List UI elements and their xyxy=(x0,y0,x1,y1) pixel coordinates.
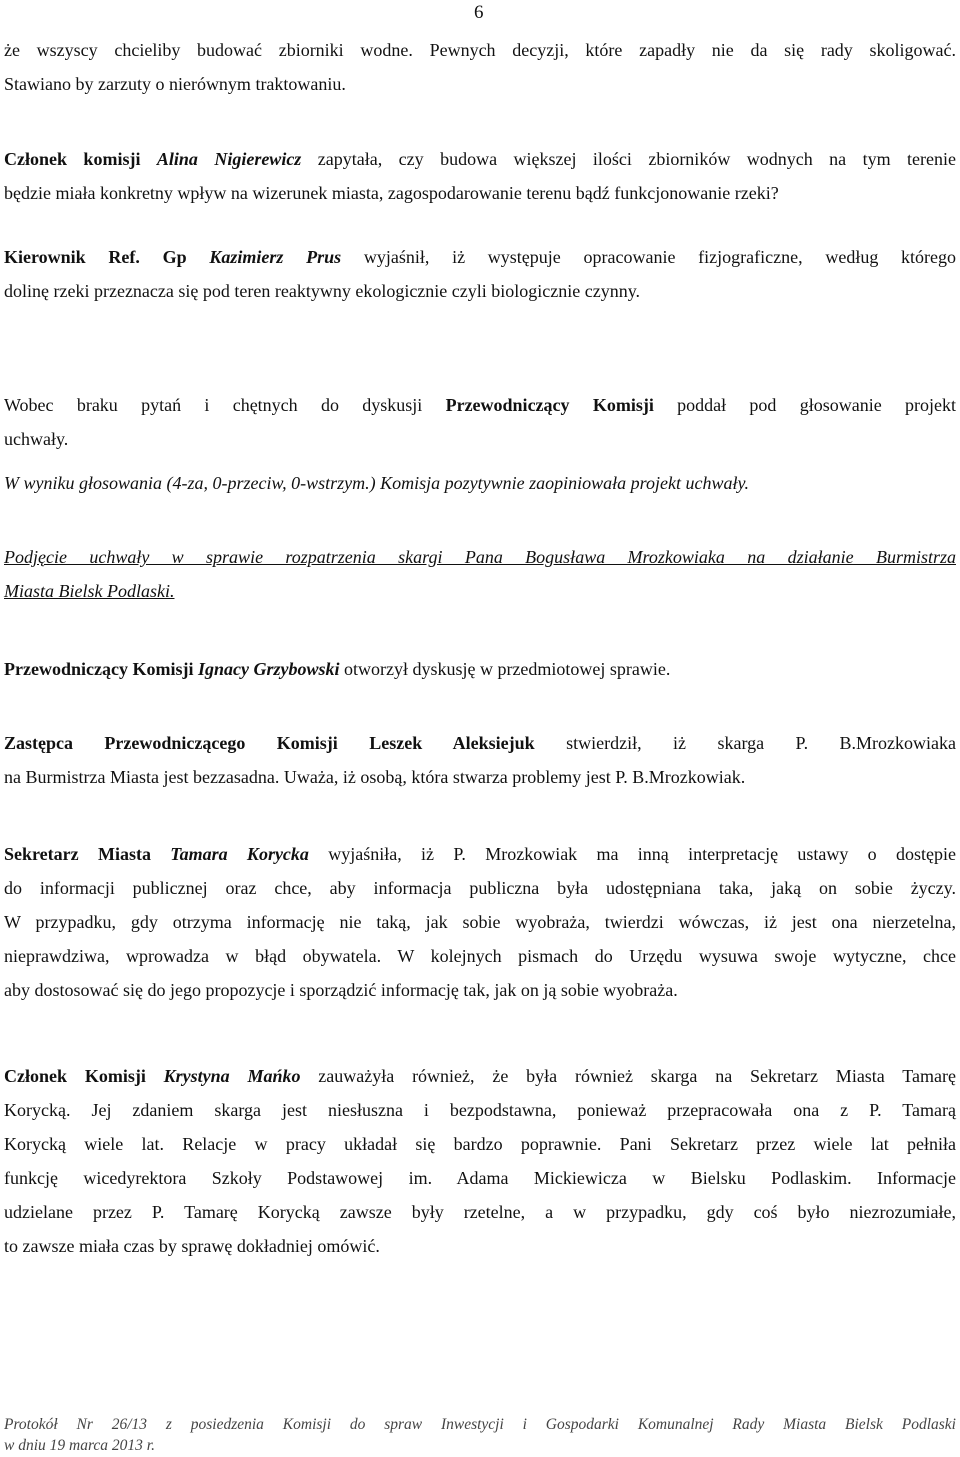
paragraph-2 xyxy=(4,142,956,210)
paragraph-4-text-start: Wobec braku pytań i chętnych do dyskusji xyxy=(4,395,446,415)
paragraph-9-line-2: do informacji publicznej oraz chce, aby informacja publiczna była udostępniana taka, jaką on sobie życzy. xyxy=(4,878,956,898)
agenda-item-title-line-2: Miasta Bielsk Podlaski. xyxy=(4,581,175,601)
vote-result xyxy=(4,466,956,500)
speaker-name: Krystyna Mańko xyxy=(163,1066,301,1086)
paragraph-10-line-1 xyxy=(4,1059,956,1093)
paragraph-1-line-1: że wszyscy chcieliby budować zbiorniki wodne. Pewnych decyzji, które zapadły nie da się rady skoligować. xyxy=(4,40,956,60)
speaker-role: Kierownik Ref. Gp xyxy=(4,247,210,267)
paragraph-9-line-1 xyxy=(4,837,956,871)
paragraph-4-text: poddał pod głosowanie projekt xyxy=(653,395,956,415)
paragraph-7 xyxy=(4,652,956,686)
page-footer xyxy=(4,1414,956,1456)
speaker-role: Członek komisji xyxy=(4,149,157,169)
speaker-role: Członek Komisji xyxy=(4,1066,164,1086)
paragraph-2-line-2: będzie miała konkretny wpływ na wizerunek miasta, zagospodarowanie terenu bądź funkcjonowanie rzeki? xyxy=(4,183,779,203)
paragraph-10 xyxy=(4,1059,956,1263)
paragraph-4-line-2: uchwały. xyxy=(4,429,69,449)
paragraph-10-line-4: funkcję wicedyrektora Szkoły Podstawowej im. Adama Mickiewicza w Bielsku Podlaskim. Informacje xyxy=(4,1168,956,1188)
paragraph-4 xyxy=(4,388,956,456)
paragraph-8-text: stwierdził, iż skarga P. B.Mrozkowiaka xyxy=(534,733,956,753)
agenda-item-title-line-1: Podjęcie uchwały w sprawie rozpatrzenia skargi Pana Bogusława Mrozkowiaka na działanie Burmistrza xyxy=(4,547,956,567)
paragraph-7-text: otworzył dyskusję w przedmiotowej sprawie. xyxy=(339,659,671,679)
page-number: 6 xyxy=(474,2,484,23)
speaker-name: Tamara Korycka xyxy=(170,844,309,864)
paragraph-9-line-3: W przypadku, gdy otrzyma informację nie taką, jak sobie wyobraża, twierdzi wówczas, iż jest ona nierzetelna, xyxy=(4,912,956,932)
paragraph-9-line-5: aby dostosować się do jego propozycje i sporządzić informację tak, jak on ją sobie wyobraża. xyxy=(4,980,678,1000)
paragraph-9-text: wyjaśniła, iż P. Mrozkowiak ma inną interpretację ustawy o dostępie xyxy=(308,844,956,864)
speaker-name: Ignacy Grzybowski xyxy=(197,659,340,679)
speaker: Przewodniczący Komisji xyxy=(445,395,654,415)
paragraph-1 xyxy=(4,33,956,101)
paragraph-2-line-1 xyxy=(4,142,956,176)
paragraph-10-line-6: to zawsze miała czas by sprawę dokładniej omówić. xyxy=(4,1236,380,1256)
agenda-item-title xyxy=(4,540,956,608)
speaker: Zastępca Przewodniczącego Komisji Leszek Aleksiejuk xyxy=(4,733,535,753)
paragraph-8-line-1 xyxy=(4,726,956,760)
paragraph-10-line-5: udzielane przez P. Tamarę Korycką zawsze były rzetelne, a w przypadku, gdy coś było niezrozumiałe, xyxy=(4,1202,956,1222)
paragraph-7-line-1 xyxy=(4,652,956,686)
paragraph-9 xyxy=(4,837,956,1007)
paragraph-1-line-2: Stawiano by zarzuty o nierównym traktowaniu. xyxy=(4,74,346,94)
paragraph-2-text: zapytała, czy budowa większej ilości zbiorników wodnych na tym terenie xyxy=(301,149,956,169)
paragraph-3-line-2: dolinę rzeki przeznacza się pod teren reaktywny ekologicznie czyli biologicznie czynny. xyxy=(4,281,641,301)
paragraph-10-line-2: Korycką. Jej zdaniem skarga jest niesłuszna i bezpodstawna, ponieważ przepracowała ona z P. Tamarą xyxy=(4,1100,956,1120)
speaker-role: Przewodniczący Komisji xyxy=(4,659,198,679)
paragraph-3 xyxy=(4,240,956,308)
vote-result-text: W wyniku głosowania (4-za, 0-przeciw, 0-wstrzym.) Komisja pozytywnie zaopiniowała projekt uchwały. xyxy=(4,473,749,493)
paragraph-10-text: zauważyła również, że była również skarga na Sekretarz Miasta Tamarę xyxy=(300,1066,956,1086)
speaker-name: Alina Nigierewicz xyxy=(156,149,302,169)
paragraph-8 xyxy=(4,726,956,794)
paragraph-10-line-3: Korycką wiele lat. Relacje w pracy układał się bardzo poprawnie. Pani Sekretarz przez wiele lat pełniła xyxy=(4,1134,956,1154)
paragraph-4-line-1 xyxy=(4,388,956,422)
speaker-role: Sekretarz Miasta xyxy=(4,844,171,864)
footer-line-1: Protokół Nr 26/13 z posiedzenia Komisji do spraw Inwestycji i Gospodarki Komunalnej Rady Miasta Bielsk Podlaski xyxy=(4,1416,956,1433)
speaker-name: Kazimierz Prus xyxy=(209,247,342,267)
paragraph-3-line-1 xyxy=(4,240,956,274)
footer-line-2: w dniu 19 marca 2013 r. xyxy=(4,1437,155,1454)
paragraph-3-text: wyjaśnił, iż występuje opracowanie fizjograficzne, według którego xyxy=(341,247,957,267)
paragraph-9-line-4: nieprawdziwa, wprowadza w błąd obywatela. W kolejnych pismach do Urzędu wysuwa swoje wytyczne, chce xyxy=(4,946,956,966)
paragraph-8-line-2: na Burmistrza Miasta jest bezzasadna. Uważa, iż osobą, która stwarza problemy jest P. B.Mrozkowiak. xyxy=(4,767,746,787)
